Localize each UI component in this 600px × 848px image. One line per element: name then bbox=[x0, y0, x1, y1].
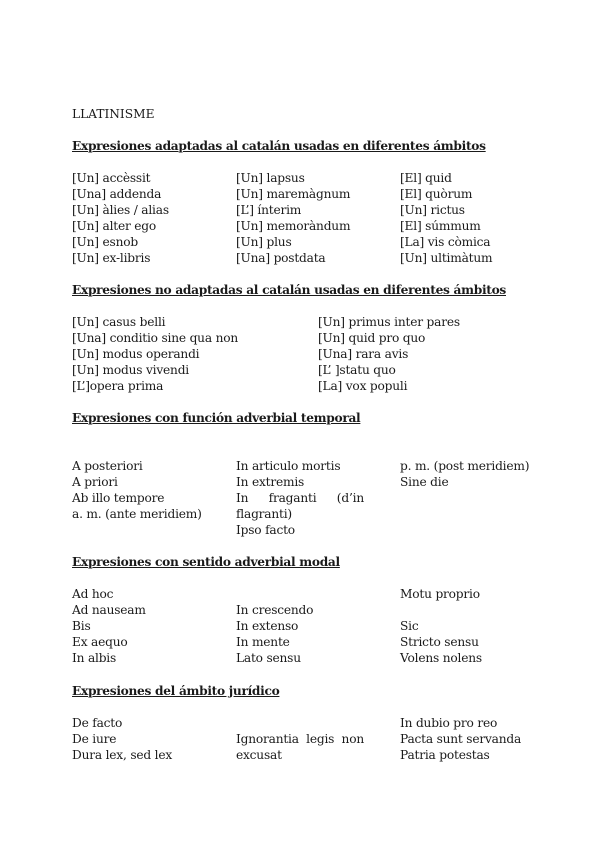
not-adapted-column-2 bbox=[318, 314, 460, 394]
document-title: LLATINISME bbox=[72, 107, 155, 121]
modal-column-1 bbox=[72, 586, 146, 666]
list-item: [Un] alter ego bbox=[72, 219, 157, 233]
list-item: [La] vox populi bbox=[318, 379, 408, 393]
list-item: In mente bbox=[236, 635, 290, 649]
list-item: Ignorantia legis non excusat bbox=[236, 732, 364, 762]
list-item: [El] súmmum bbox=[400, 219, 481, 233]
list-item: Ad nauseam bbox=[72, 603, 146, 617]
list-item: [Una] postdata bbox=[236, 251, 326, 265]
temporal-column-2 bbox=[236, 458, 340, 490]
list-item: In extremis bbox=[236, 475, 305, 489]
list-item: In fraganti (d’in flagranti) bbox=[236, 491, 364, 521]
list-item: Patria potestas bbox=[400, 748, 490, 762]
list-item: [Un] plus bbox=[236, 235, 292, 249]
list-item: [L’] ínterim bbox=[236, 203, 302, 217]
list-item: Lato sensu bbox=[236, 651, 301, 665]
list-item: [Un] casus belli bbox=[72, 315, 166, 329]
temporal-column-1 bbox=[72, 458, 202, 522]
list-item: Volens nolens bbox=[400, 651, 482, 665]
list-item: [Un] quid pro quo bbox=[318, 331, 426, 345]
list-item: Motu proprio bbox=[400, 587, 480, 601]
list-item: Dura lex, sed lex bbox=[72, 748, 173, 762]
list-item bbox=[400, 602, 482, 618]
list-item: a. m. (ante meridiem) bbox=[72, 507, 202, 521]
section-heading-legal: Expresiones del ámbito jurídico bbox=[72, 684, 280, 698]
adapted-column-2 bbox=[236, 170, 350, 266]
list-item: De facto bbox=[72, 716, 123, 730]
list-item: Bis bbox=[72, 619, 91, 633]
list-item: A posteriori bbox=[72, 459, 143, 473]
adapted-column-3 bbox=[400, 170, 492, 266]
list-item: [Un] ultimàtum bbox=[400, 251, 493, 265]
list-item: [La] vis còmica bbox=[400, 235, 491, 249]
legal-column-3 bbox=[400, 715, 521, 763]
adapted-column-1 bbox=[72, 170, 169, 266]
list-item: De iure bbox=[72, 732, 117, 746]
list-item: [El] quòrum bbox=[400, 187, 473, 201]
modal-column-2 bbox=[236, 602, 313, 666]
section-heading-modal: Expresiones con sentido adverbial modal bbox=[72, 555, 340, 569]
list-item: Stricto sensu bbox=[400, 635, 479, 649]
list-item: [Un] modus operandi bbox=[72, 347, 200, 361]
section-heading-temporal: Expresiones con función adverbial temporal bbox=[72, 411, 361, 425]
section-heading-not-adapted: Expresiones no adaptadas al catalán usadas en diferentes ámbitos bbox=[72, 283, 506, 297]
list-item: [Un] àlies / alias bbox=[72, 203, 169, 217]
list-item: In extenso bbox=[236, 619, 299, 633]
list-item: [L’ ]statu quo bbox=[318, 363, 396, 377]
list-item: [Una] rara avis bbox=[318, 347, 409, 361]
not-adapted-column-1 bbox=[72, 314, 238, 394]
temporal-column-3 bbox=[400, 458, 529, 490]
list-item: [El] quid bbox=[400, 171, 452, 185]
list-item: Ab illo tempore bbox=[72, 491, 165, 505]
list-item: [Un] maremàgnum bbox=[236, 187, 351, 201]
list-item: In articulo mortis bbox=[236, 459, 341, 473]
list-item: [L’]opera prima bbox=[72, 379, 164, 393]
list-item: In dubio pro reo bbox=[400, 716, 498, 730]
list-item: [Un] rictus bbox=[400, 203, 465, 217]
list-item: [Un] modus vivendi bbox=[72, 363, 190, 377]
list-item: Pacta sunt servanda bbox=[400, 732, 522, 746]
list-item: [Un] memoràndum bbox=[236, 219, 351, 233]
list-item: In albis bbox=[72, 651, 117, 665]
list-item: [Un] accèssit bbox=[72, 171, 151, 185]
list-item: A priori bbox=[72, 475, 118, 489]
list-item: [Una] conditio sine qua non bbox=[72, 331, 239, 345]
list-item: Ex aequo bbox=[72, 635, 128, 649]
list-item: Sic bbox=[400, 619, 419, 633]
list-item: p. m. (post meridiem) bbox=[400, 459, 530, 473]
list-item: Sine die bbox=[400, 475, 449, 489]
legal-column-1 bbox=[72, 715, 172, 763]
list-item: Ad hoc bbox=[72, 587, 114, 601]
list-item: [Una] addenda bbox=[72, 187, 162, 201]
temporal-column-2-end bbox=[236, 522, 295, 538]
list-item: Ipso facto bbox=[236, 523, 295, 537]
list-item: [Un] lapsus bbox=[236, 171, 305, 185]
list-item: [Un] esnob bbox=[72, 235, 138, 249]
list-item: In crescendo bbox=[236, 603, 314, 617]
section-heading-adapted: Expresiones adaptadas al catalán usadas en diferentes ámbitos bbox=[72, 139, 486, 153]
list-item: [Un] primus inter pares bbox=[318, 315, 460, 329]
modal-column-3 bbox=[400, 586, 482, 666]
list-item: [Un] ex-libris bbox=[72, 251, 151, 265]
